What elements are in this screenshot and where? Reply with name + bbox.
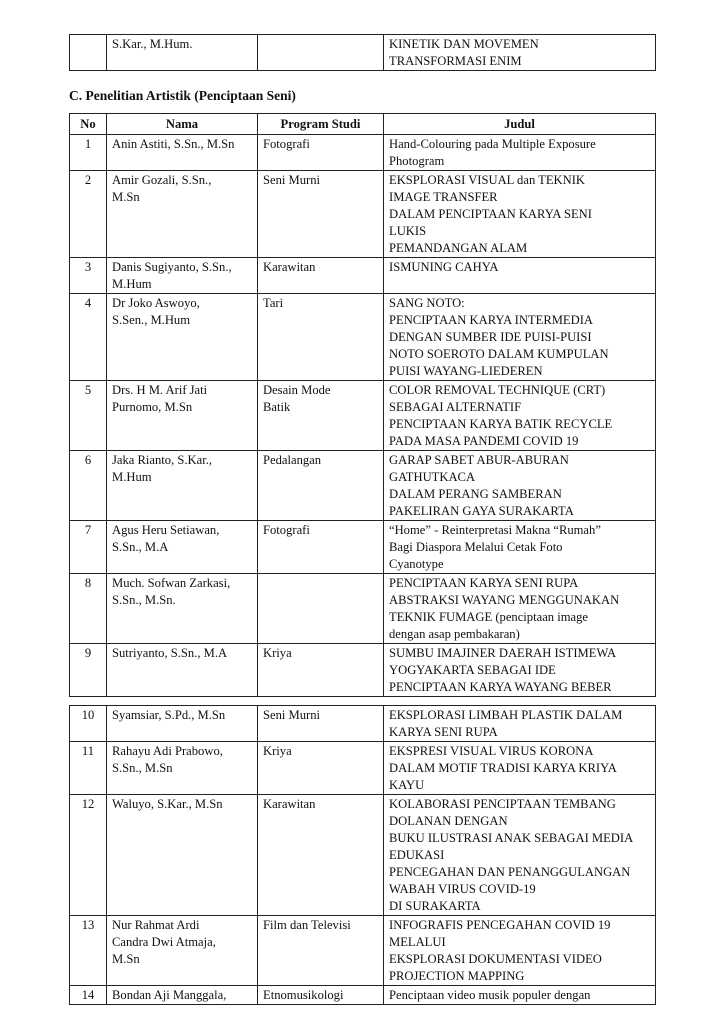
research-table: [69, 113, 656, 697]
cell-program-studi: [258, 706, 384, 742]
cell-line: dengan asap pembakaran): [389, 627, 520, 641]
cell-judul: [384, 35, 656, 71]
cell-line: Amir Gozali, S.Sn.,: [112, 173, 212, 187]
cell-judul: [384, 171, 656, 258]
cell-line: EKSPLORASI LIMBAH PLASTIK DALAM: [389, 708, 623, 722]
cell-line: PADA MASA PANDEMI COVID 19: [389, 434, 579, 448]
cell-line: PEMANDANGAN ALAM: [389, 241, 528, 255]
cell-line: EDUKASI: [389, 848, 445, 862]
section-heading: C. Penelitian Artistik (Penciptaan Seni): [69, 88, 296, 103]
cell-line: Batik: [263, 400, 291, 414]
cell-line: EKSPRESI VISUAL VIRUS KORONA: [389, 744, 594, 758]
header-judul: Judul: [384, 114, 656, 135]
cell-line: PENCIPTAAN KARYA WAYANG BEBER: [389, 680, 612, 694]
cell-line: YOGYAKARTA SEBAGAI IDE: [389, 663, 556, 677]
table-row: [70, 451, 656, 521]
cell-line: S.Sn., M.Sn.: [112, 593, 176, 607]
cell-no: 11: [70, 742, 107, 795]
cell-program-studi: [258, 294, 384, 381]
table-row: [70, 644, 656, 697]
cell-line: KAYU: [389, 778, 425, 792]
cell-line: ABSTRAKSI WAYANG MENGGUNAKAN: [389, 593, 620, 607]
cell-no: 7: [70, 521, 107, 574]
cell-line: Photogram: [389, 154, 445, 168]
table-row: [70, 521, 656, 574]
cell-line: Film dan Televisi: [263, 918, 351, 932]
cell-judul: [384, 916, 656, 986]
cell-line: Kriya: [263, 744, 292, 758]
cell-judul: [384, 451, 656, 521]
cell-line: PROJECTION MAPPING: [389, 969, 525, 983]
cell-nama: [107, 574, 258, 644]
table-row: [70, 294, 656, 381]
cell-line: COLOR REMOVAL TECHNIQUE (CRT): [389, 383, 606, 397]
table-row: [70, 706, 656, 742]
cell-line: BUKU ILUSTRASI ANAK SEBAGAI MEDIA: [389, 831, 634, 845]
cell-nama: [107, 451, 258, 521]
cell-line: SEBAGAI ALTERNATIF: [389, 400, 522, 414]
cell-line: Agus Heru Setiawan,: [112, 523, 220, 537]
cell-line: EKSPLORASI VISUAL dan TEKNIK: [389, 173, 586, 187]
cell-line: LUKIS: [389, 224, 427, 238]
cell-program-studi: [258, 644, 384, 697]
cell-line: EKSPLORASI DOKUMENTASI VIDEO: [389, 952, 602, 966]
header-no: No: [70, 114, 107, 135]
cell-no: 5: [70, 381, 107, 451]
cell-line: KARYA SENI RUPA: [389, 725, 498, 739]
cell-nama: [107, 742, 258, 795]
cell-line: Sutriyanto, S.Sn., M.A: [112, 646, 228, 660]
cell-line: DOLANAN DENGAN: [389, 814, 508, 828]
cell-line: Karawitan: [263, 260, 316, 274]
table-header-row: [70, 114, 656, 135]
cell-line: Dr Joko Aswoyo,: [112, 296, 200, 310]
previous-table-fragment: [69, 34, 656, 71]
cell-program-studi: [258, 35, 384, 71]
cell-program-studi: [258, 986, 384, 1005]
cell-line: Seni Murni: [263, 708, 321, 722]
table-row: [70, 135, 656, 171]
table-row: [70, 916, 656, 986]
cell-program-studi: [258, 135, 384, 171]
cell-line: Fotografi: [263, 523, 310, 537]
cell-line: Waluyo, S.Kar., M.Sn: [112, 797, 223, 811]
cell-line: DALAM MOTIF TRADISI KARYA KRIYA: [389, 761, 617, 775]
cell-judul: [384, 381, 656, 451]
cell-line: PENCIPTAAN KARYA SENI RUPA: [389, 576, 579, 590]
cell-line: Rahayu Adi Prabowo,: [112, 744, 223, 758]
cell-program-studi: [258, 381, 384, 451]
cell-no: 13: [70, 916, 107, 986]
cell-line: Seni Murni: [263, 173, 321, 187]
cell-line: Drs. H M. Arif Jati: [112, 383, 208, 397]
cell-judul: [384, 742, 656, 795]
cell-nama: [107, 916, 258, 986]
cell-line: Bondan Aji Manggala,: [112, 988, 227, 1002]
cell-line: M.Sn: [112, 952, 140, 966]
cell-nama: [107, 35, 258, 71]
cell-line: IMAGE TRANSFER: [389, 190, 498, 204]
cell-no: 10: [70, 706, 107, 742]
cell-line: SUMBU IMAJINER DAERAH ISTIMEWA: [389, 646, 617, 660]
cell-line: Desain Mode: [263, 383, 331, 397]
cell-line: PENCEGAHAN DAN PENANGGULANGAN: [389, 865, 631, 879]
cell-line: S.Kar., M.Hum.: [112, 37, 193, 51]
cell-line: INFOGRAFIS PENCEGAHAN COVID 19: [389, 918, 611, 932]
table-row: [70, 171, 656, 258]
cell-line: “Home” - Reinterpretasi Makna “Rumah”: [389, 523, 601, 537]
cell-judul: [384, 521, 656, 574]
cell-no: 6: [70, 451, 107, 521]
cell-no: 1: [70, 135, 107, 171]
cell-nama: [107, 171, 258, 258]
table-row: [70, 258, 656, 294]
cell-no: 4: [70, 294, 107, 381]
cell-nama: [107, 294, 258, 381]
cell-line: Fotografi: [263, 137, 310, 151]
cell-program-studi: [258, 795, 384, 916]
cell-line: ISMUNING CAHYA: [389, 260, 499, 274]
cell-program-studi: [258, 521, 384, 574]
cell-line: KINETIK DAN MOVEMEN: [389, 37, 539, 51]
cell-line: Candra Dwi Atmaja,: [112, 935, 216, 949]
cell-line: Kriya: [263, 646, 292, 660]
cell-line: NOTO SOEROTO DALAM KUMPULAN: [389, 347, 609, 361]
cell-line: DI SURAKARTA: [389, 899, 481, 913]
cell-program-studi: [258, 451, 384, 521]
cell-no: [70, 35, 107, 71]
cell-line: Syamsiar, S.Pd., M.Sn: [112, 708, 226, 722]
cell-line: PUISI WAYANG-LIEDEREN: [389, 364, 543, 378]
cell-line: Nur Rahmat Ardi: [112, 918, 200, 932]
cell-line: Bagi Diaspora Melalui Cetak Foto: [389, 540, 563, 554]
cell-nama: [107, 521, 258, 574]
cell-line: Purnomo, M.Sn: [112, 400, 193, 414]
cell-no: 14: [70, 986, 107, 1005]
cell-program-studi: [258, 171, 384, 258]
cell-line: Pedalangan: [263, 453, 322, 467]
cell-judul: [384, 795, 656, 916]
cell-program-studi: [258, 574, 384, 644]
cell-line: GARAP SABET ABUR-ABURAN: [389, 453, 569, 467]
cell-line: Karawitan: [263, 797, 316, 811]
cell-line: M.Hum: [112, 470, 152, 484]
cell-judul: [384, 986, 656, 1005]
cell-nama: [107, 706, 258, 742]
table-row: [70, 986, 656, 1005]
cell-line: Cyanotype: [389, 557, 444, 571]
cell-line: PAKELIRAN GAYA SURAKARTA: [389, 504, 574, 518]
cell-no: 8: [70, 574, 107, 644]
cell-judul: [384, 258, 656, 294]
cell-line: KOLABORASI PENCIPTAAN TEMBANG: [389, 797, 616, 811]
table-row: [70, 574, 656, 644]
cell-line: WABAH VIRUS COVID-19: [389, 882, 536, 896]
cell-nama: [107, 986, 258, 1005]
cell-line: S.Sen., M.Hum: [112, 313, 191, 327]
cell-line: GATHUTKACA: [389, 470, 476, 484]
cell-line: Hand-Colouring pada Multiple Exposure: [389, 137, 596, 151]
cell-program-studi: [258, 258, 384, 294]
research-table-continued: [69, 705, 656, 1005]
header-program-studi: Program Studi: [258, 114, 384, 135]
cell-line: M.Hum: [112, 277, 152, 291]
cell-line: S.Sn., M.A: [112, 540, 169, 554]
table-row: [70, 795, 656, 916]
cell-nama: [107, 258, 258, 294]
cell-judul: [384, 135, 656, 171]
cell-line: DENGAN SUMBER IDE PUISI-PUISI: [389, 330, 592, 344]
cell-line: PENCIPTAAN KARYA INTERMEDIA: [389, 313, 593, 327]
cell-nama: [107, 135, 258, 171]
cell-nama: [107, 795, 258, 916]
cell-no: 3: [70, 258, 107, 294]
cell-line: PENCIPTAAN KARYA BATIK RECYCLE: [389, 417, 613, 431]
cell-line: M.Sn: [112, 190, 140, 204]
cell-line: DALAM PENCIPTAAN KARYA SENI: [389, 207, 592, 221]
header-nama: Nama: [107, 114, 258, 135]
cell-no: 2: [70, 171, 107, 258]
cell-no: 9: [70, 644, 107, 697]
cell-judul: [384, 294, 656, 381]
cell-line: SANG NOTO:: [389, 296, 465, 310]
cell-nama: [107, 644, 258, 697]
cell-line: Danis Sugiyanto, S.Sn.,: [112, 260, 232, 274]
cell-no: 12: [70, 795, 107, 916]
table-row: [70, 742, 656, 795]
cell-program-studi: [258, 916, 384, 986]
cell-line: TRANSFORMASI ENIM: [389, 54, 522, 68]
cell-nama: [107, 381, 258, 451]
cell-line: Much. Sofwan Zarkasi,: [112, 576, 231, 590]
cell-judul: [384, 574, 656, 644]
cell-judul: [384, 644, 656, 697]
cell-line: Etnomusikologi: [263, 988, 344, 1002]
cell-judul: [384, 706, 656, 742]
table-row: [70, 35, 656, 71]
cell-line: Jaka Rianto, S.Kar.,: [112, 453, 213, 467]
cell-line: DALAM PERANG SAMBERAN: [389, 487, 562, 501]
cell-line: S.Sn., M.Sn: [112, 761, 173, 775]
cell-line: MELALUI: [389, 935, 446, 949]
cell-program-studi: [258, 742, 384, 795]
cell-line: TEKNIK FUMAGE (penciptaan image: [389, 610, 588, 624]
cell-line: Tari: [263, 296, 284, 310]
table-row: [70, 381, 656, 451]
cell-line: Penciptaan video musik populer dengan: [389, 988, 591, 1002]
cell-line: Anin Astiti, S.Sn., M.Sn: [112, 137, 235, 151]
